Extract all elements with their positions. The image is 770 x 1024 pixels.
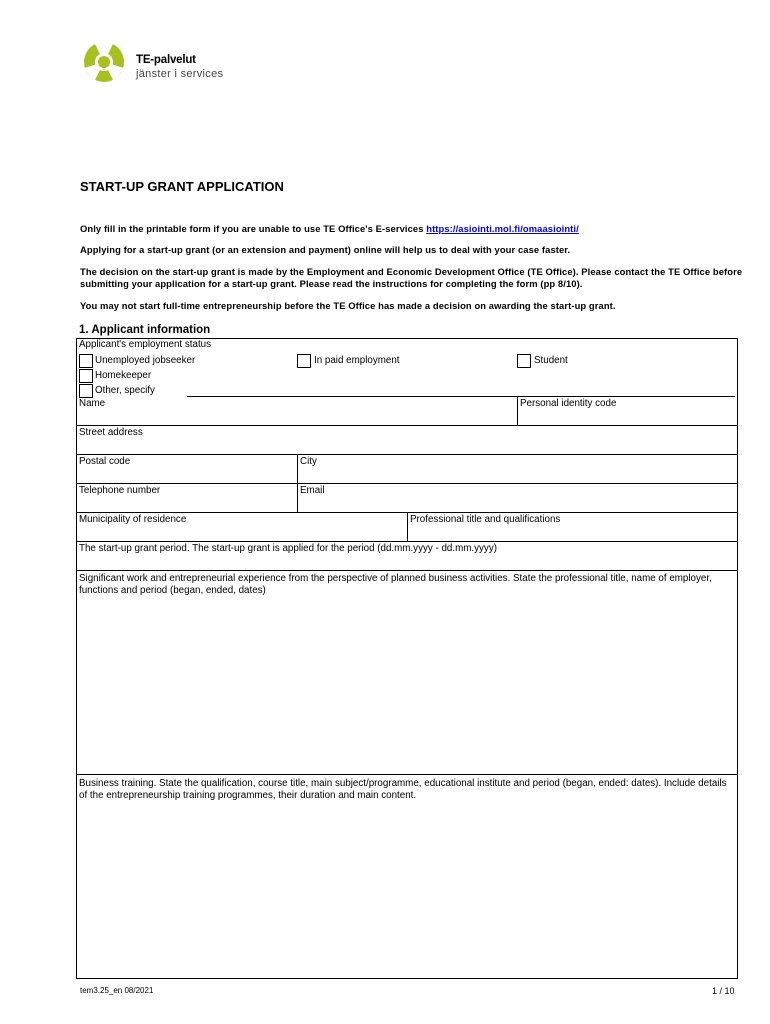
te-palvelut-logo <box>80 38 260 88</box>
paid-employment-checkbox[interactable] <box>297 354 311 368</box>
unemployed-label: Unemployed jobseeker <box>95 355 196 366</box>
form-code: tem3.25_en 08/2021 <box>80 986 154 995</box>
intro-decision: The decision on the start-up grant is made by the Employment and Economic Development Office (TE Office). Please contact the TE Office before submitting your application for a start-up grant. Please read the instructions for completing the form (pp 8/10). <box>80 266 743 289</box>
experience-textarea[interactable] <box>77 599 737 774</box>
profession-label: Professional title and qualifications <box>410 514 561 525</box>
training-label: Business training. State the qualification, course title, main subject/programme, educational institute and period (began, ended: dates). Include details of the entrepreneurship training programmes, their duration and main content. <box>79 778 727 801</box>
logo-brand-text: TE-palvelut <box>136 54 196 66</box>
municipality-label: Municipality of residence <box>79 514 187 525</box>
street-label: Street address <box>79 427 143 438</box>
other-specify-line[interactable] <box>187 396 735 397</box>
logo-mark-icon <box>80 38 130 88</box>
homekeeper-checkbox[interactable] <box>79 369 93 383</box>
student-label: Student <box>534 355 568 366</box>
phone-label: Telephone number <box>79 485 161 496</box>
page-title: START-UP GRANT APPLICATION <box>80 179 284 194</box>
paid-employment-label: In paid employment <box>314 355 400 366</box>
applicant-form <box>76 338 738 979</box>
section-title-applicant: 1. Applicant information <box>79 324 211 336</box>
training-textarea[interactable] <box>77 804 737 976</box>
pic-label: Personal identity code <box>520 398 617 409</box>
divider <box>77 570 737 571</box>
grant-period-label: The start-up grant period. The start-up grant is applied for the period (dd.mm.yyyy - dd.mm.yyyy) <box>79 543 497 554</box>
eservices-link[interactable]: https://asiointi.mol.fi/omaasiointi/ <box>426 223 579 234</box>
city-label: City <box>300 456 317 467</box>
divider <box>77 774 737 775</box>
divider <box>407 512 408 541</box>
experience-label: Significant work and entrepreneurial experience from the perspective of planned business activities. State the professional title, name of employer, functions and period (began, ended, dates) <box>79 573 712 596</box>
intro-eservices-text: Only fill in the printable form if you are unable to use TE Office's E-services <box>80 223 427 234</box>
intro-online: Applying for a start-up grant (or an extension and payment) online will help us to deal with your case faster. <box>80 244 571 255</box>
intro-warning: You may not start full-time entrepreneurship before the TE Office has made a decision on awarding the start-up grant. <box>80 300 616 311</box>
homekeeper-label: Homekeeper <box>95 370 152 381</box>
divider <box>77 541 737 542</box>
unemployed-checkbox[interactable] <box>79 354 93 368</box>
intro-eservices <box>80 223 748 235</box>
other-checkbox[interactable] <box>79 384 93 398</box>
divider <box>77 425 737 426</box>
employment-status-label: Applicant's employment status <box>79 339 212 350</box>
email-label: Email <box>300 485 325 496</box>
divider <box>517 397 518 425</box>
other-label: Other, specify <box>95 385 155 396</box>
student-checkbox[interactable] <box>517 354 531 368</box>
page-number: 1 / 10 <box>712 986 735 996</box>
logo-sub-text: jänster i services <box>136 68 224 80</box>
postal-label: Postal code <box>79 456 131 467</box>
name-label: Name <box>79 398 106 409</box>
divider <box>77 483 737 484</box>
divider <box>77 454 737 455</box>
